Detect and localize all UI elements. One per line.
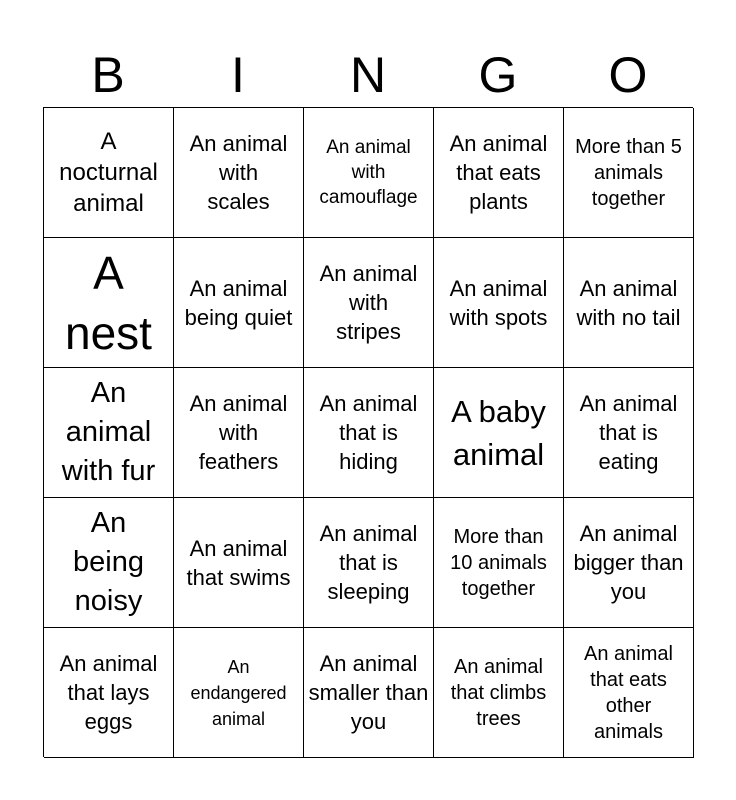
cell-label: More than 10 animals together xyxy=(450,525,547,600)
bingo-cell[interactable] xyxy=(304,498,434,628)
cell-label: An animal with spots xyxy=(449,275,548,330)
bingo-cell[interactable] xyxy=(44,628,174,758)
bingo-cell[interactable] xyxy=(304,238,434,368)
bingo-cell[interactable] xyxy=(174,238,304,368)
cell-label: An animal bigger than you xyxy=(573,521,684,604)
bingo-cell[interactable] xyxy=(564,108,694,238)
cell-label: An animal that is sleeping xyxy=(319,521,418,604)
bingo-cell[interactable] xyxy=(304,368,434,498)
cell-label: An animal with scales xyxy=(189,131,288,214)
bingo-cell[interactable] xyxy=(44,498,174,628)
cell-label: An animal that eats plants xyxy=(449,131,548,214)
bingo-cell[interactable] xyxy=(434,628,564,758)
bingo-cell[interactable] xyxy=(174,498,304,628)
bingo-cell[interactable] xyxy=(304,628,434,758)
header-letter-g: G xyxy=(478,47,518,103)
cell-label: More than 5 animals together xyxy=(575,135,682,210)
bingo-header xyxy=(43,44,693,106)
cell-label: An animal that lays eggs xyxy=(59,651,158,734)
bingo-cell[interactable] xyxy=(44,238,174,368)
cell-label: An animal that is eating xyxy=(579,391,678,474)
cell-label: An animal being quiet xyxy=(184,275,293,330)
cell-label: An animal with camouflage xyxy=(319,137,418,208)
cell-label: A baby animal xyxy=(451,393,546,472)
cell-label: An being noisy xyxy=(73,507,144,617)
bingo-cell[interactable] xyxy=(434,108,564,238)
bingo-cell[interactable] xyxy=(564,238,694,368)
cell-label: An animal with stripes xyxy=(319,261,418,344)
header-letter-b: B xyxy=(91,47,125,103)
header-letter-i: I xyxy=(231,47,245,103)
cell-label: A nest xyxy=(65,246,152,359)
cell-label: An animal that climbs trees xyxy=(450,655,547,730)
cell-label: An animal that eats other animals xyxy=(584,642,673,743)
bingo-cell[interactable] xyxy=(304,108,434,238)
cell-label: An animal with feathers xyxy=(189,391,288,474)
cell-label: A nocturnal animal xyxy=(59,128,158,217)
bingo-cell[interactable] xyxy=(174,368,304,498)
header-letter-n: N xyxy=(349,47,387,103)
bingo-cell[interactable] xyxy=(174,108,304,238)
bingo-cell[interactable] xyxy=(564,368,694,498)
cell-label: An endangered animal xyxy=(190,656,287,729)
bingo-card xyxy=(43,107,693,757)
bingo-cell[interactable] xyxy=(44,108,174,238)
cell-label: An animal that swims xyxy=(186,535,291,590)
cell-label: An animal with fur xyxy=(61,377,156,487)
bingo-cell[interactable] xyxy=(434,238,564,368)
header-letter-o: O xyxy=(608,47,648,103)
cell-label: An animal with no tail xyxy=(576,275,681,330)
bingo-cell[interactable] xyxy=(564,628,694,758)
bingo-cell[interactable] xyxy=(434,368,564,498)
bingo-cell[interactable] xyxy=(44,368,174,498)
bingo-cell[interactable] xyxy=(434,498,564,628)
cell-label: An animal smaller than you xyxy=(308,651,429,734)
cell-label: An animal that is hiding xyxy=(319,391,418,474)
bingo-cell[interactable] xyxy=(174,628,304,758)
bingo-cell[interactable] xyxy=(564,498,694,628)
